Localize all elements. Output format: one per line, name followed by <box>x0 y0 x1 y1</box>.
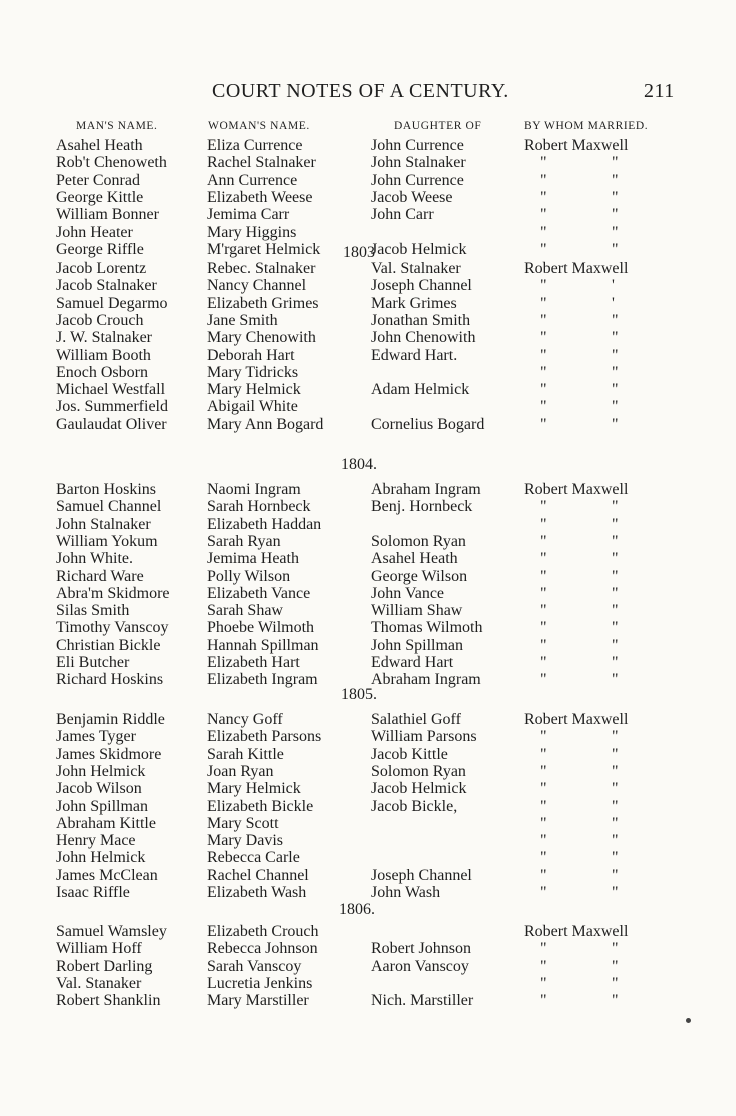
married-by: Robert Maxwell <box>524 137 629 154</box>
ditto-mark: " <box>612 866 619 884</box>
ditto-mark: " <box>540 636 547 654</box>
daughter-of: John Stalnaker <box>371 154 466 172</box>
record-row <box>0 780 736 797</box>
record-row <box>0 312 736 329</box>
man-name: Peter Conrad <box>56 171 140 189</box>
ditto-mark: " <box>612 814 619 832</box>
woman-name: Elizabeth Haddan <box>207 515 322 533</box>
record-row <box>0 884 736 901</box>
ditto-mark: " <box>612 381 619 399</box>
daughter-of: John Wash <box>371 884 441 901</box>
ditto-mark: " <box>540 992 547 1010</box>
man-name: William Yokum <box>56 532 158 550</box>
man-name: Barton Hoskins <box>56 481 156 498</box>
daughter-of: Solomon Ryan <box>371 532 466 550</box>
man-name: Timothy Vanscoy <box>56 619 169 637</box>
woman-name: Phoebe Wilmoth <box>207 619 315 637</box>
woman-name: Mary Higgins <box>207 223 297 241</box>
ditto-mark: " <box>612 329 619 347</box>
record-row <box>0 172 736 189</box>
ditto-mark: " <box>612 974 619 992</box>
man-name: George Riffle <box>56 240 144 258</box>
woman-name: Nancy Goff <box>207 711 283 728</box>
ditto-mark: " <box>612 515 619 533</box>
daughter-of: Mark Grimes <box>371 294 457 312</box>
record-row <box>0 498 736 515</box>
record-row <box>0 849 736 866</box>
ditto-mark: " <box>612 797 619 815</box>
woman-name: Lucretia Jenkins <box>207 974 313 992</box>
woman-name: Hannah Spillman <box>207 636 319 654</box>
man-name: John White. <box>56 550 134 568</box>
ditto-mark: " <box>540 294 547 312</box>
man-name: Val. Stanaker <box>56 974 142 992</box>
woman-name: Rachel Channel <box>207 866 309 884</box>
daughter-of: Abraham Ingram <box>371 671 481 689</box>
man-name: James McClean <box>56 866 158 884</box>
daughter-of: Jacob Helmick <box>371 780 467 798</box>
woman-name: Sarah Ryan <box>207 532 281 550</box>
record-row <box>0 637 736 654</box>
ditto-mark: " <box>540 346 547 364</box>
ditto-mark: " <box>612 884 619 901</box>
record-row <box>0 654 736 671</box>
woman-name: Elizabeth Weese <box>207 188 313 206</box>
woman-name: Mary Scott <box>207 814 279 832</box>
man-name: Rob't Chenoweth <box>56 154 167 172</box>
ditto-mark: " <box>540 671 547 689</box>
ditto-mark: " <box>540 188 547 206</box>
woman-name: Eliza Currence <box>207 137 303 154</box>
daughter-of: Abraham Ingram <box>371 481 481 498</box>
man-name: William Bonner <box>56 206 159 224</box>
woman-name: Abigail White <box>207 398 298 416</box>
ditto-mark: " <box>540 171 547 189</box>
ditto-mark: " <box>612 940 619 958</box>
ditto-mark: " <box>540 498 547 516</box>
record-row <box>0 516 736 533</box>
ditto-mark: " <box>612 957 619 975</box>
record-row <box>0 550 736 567</box>
ditto-mark: " <box>540 550 547 568</box>
daughter-of: Jonathan Smith <box>371 311 471 329</box>
daughter-of: William Parsons <box>371 728 477 746</box>
year-heading: 1805. <box>341 686 377 703</box>
daughter-of: John Currence <box>371 171 464 189</box>
ditto-mark: " <box>540 814 547 832</box>
daughter-of: Solomon Ryan <box>371 762 466 780</box>
year-heading: 1803 <box>343 244 375 261</box>
ditto-mark: " <box>612 728 619 746</box>
daughter-of: Jacob Bickle, <box>371 797 458 815</box>
record-row <box>0 746 736 763</box>
daughter-of: Robert Johnson <box>371 940 471 958</box>
record-row <box>0 867 736 884</box>
daughter-of: John Vance <box>371 584 445 602</box>
man-name: William Booth <box>56 346 151 364</box>
man-name: Jos. Summerfield <box>56 398 168 416</box>
man-name: Gaulaudat Oliver <box>56 415 167 433</box>
daughter-of: John Spillman <box>371 636 464 654</box>
ditto-mark: " <box>540 940 547 958</box>
ditto-mark: " <box>612 602 619 620</box>
woman-name: Elizabeth Vance <box>207 584 311 602</box>
ditto-mark: " <box>540 277 547 295</box>
daughter-of: John Chenowith <box>371 329 476 347</box>
woman-name: Sarah Shaw <box>207 602 283 620</box>
woman-name: Sarah Vanscoy <box>207 957 302 975</box>
man-name: Benjamin Riddle <box>56 711 165 728</box>
man-name: Jacob Stalnaker <box>56 277 157 295</box>
man-name: Richard Ware <box>56 567 144 585</box>
ditto-mark: " <box>612 240 619 258</box>
record-row <box>0 815 736 832</box>
ditto-mark: " <box>540 240 547 258</box>
man-name: Samuel Channel <box>56 498 162 516</box>
woman-name: M'rgaret Helmick <box>207 240 321 258</box>
ditto-mark: " <box>540 567 547 585</box>
man-name: Jacob Lorentz <box>56 260 147 277</box>
record-row <box>0 329 736 346</box>
married-by: Robert Maxwell <box>524 923 629 940</box>
woman-name: Rebec. Stalnaker <box>207 260 316 277</box>
ditto-mark: " <box>540 584 547 602</box>
daughter-of: Jacob Weese <box>371 188 453 206</box>
ditto-mark: " <box>612 206 619 224</box>
ditto-mark: " <box>612 171 619 189</box>
ditto-mark: " <box>612 498 619 516</box>
page-title: COURT NOTES OF A CENTURY. <box>212 80 509 102</box>
man-name: John Spillman <box>56 797 149 815</box>
man-name: Abraham Kittle <box>56 814 156 832</box>
ditto-mark: " <box>540 780 547 798</box>
ditto-mark: " <box>612 832 619 850</box>
man-name: Jacob Crouch <box>56 311 144 329</box>
ditto-mark: " <box>612 311 619 329</box>
ditto-mark: " <box>540 381 547 399</box>
ditto-mark: " <box>612 762 619 780</box>
record-row <box>0 189 736 206</box>
daughter-of: Joseph Channel <box>371 277 472 295</box>
man-name: Isaac Riffle <box>56 884 130 901</box>
ditto-mark: " <box>612 550 619 568</box>
record-row <box>0 137 736 154</box>
record-row <box>0 364 736 381</box>
record-row <box>0 277 736 294</box>
ditto-mark: " <box>612 415 619 433</box>
man-name: J. W. Stalnaker <box>56 329 152 347</box>
record-row <box>0 224 736 241</box>
column-header-daughter: DAUGHTER OF <box>394 120 482 132</box>
ditto-mark: " <box>612 223 619 241</box>
man-name: John Stalnaker <box>56 515 151 533</box>
woman-name: Elizabeth Hart <box>207 654 300 671</box>
ditto-mark: " <box>612 363 619 381</box>
daughter-of: Benj. Hornbeck <box>371 498 473 516</box>
column-header-married: BY WHOM MARRIED. <box>524 120 649 132</box>
daughter-of: Adam Helmick <box>371 381 470 399</box>
record-row <box>0 416 736 433</box>
ditto-mark: " <box>540 329 547 347</box>
record-row <box>0 798 736 815</box>
ditto-mark: " <box>612 992 619 1010</box>
record-row <box>0 711 736 728</box>
man-name: John Heater <box>56 223 133 241</box>
daughter-of: Jacob Kittle <box>371 745 448 763</box>
ditto-mark: " <box>612 619 619 637</box>
ditto-mark: " <box>612 188 619 206</box>
ditto-mark: " <box>540 832 547 850</box>
married-by: Robert Maxwell <box>524 481 629 498</box>
man-name: Eli Butcher <box>56 654 130 671</box>
man-name: Henry Mace <box>56 832 136 850</box>
woman-name: Elizabeth Crouch <box>207 923 319 940</box>
man-name: John Helmick <box>56 762 146 780</box>
woman-name: Rebecca Johnson <box>207 940 318 958</box>
man-name: Samuel Wamsley <box>56 923 167 940</box>
ditto-mark: " <box>612 584 619 602</box>
man-name: Richard Hoskins <box>56 671 164 689</box>
column-header-man: MAN'S NAME. <box>76 120 158 132</box>
man-name: Abra'm Skidmore <box>56 584 170 602</box>
ditto-mark: ' <box>612 277 615 295</box>
daughter-of: William Shaw <box>371 602 463 620</box>
daughter-of: Asahel Heath <box>371 550 458 568</box>
daughter-of: Aaron Vanscoy <box>371 957 469 975</box>
record-row <box>0 154 736 171</box>
man-name: Christian Bickle <box>56 636 161 654</box>
ditto-mark: " <box>612 567 619 585</box>
man-name: John Helmick <box>56 849 146 867</box>
ditto-mark: " <box>612 671 619 689</box>
woman-name: Mary Ann Bogard <box>207 415 324 433</box>
man-name: Asahel Heath <box>56 137 143 154</box>
ditto-mark: " <box>540 515 547 533</box>
daughter-of: Jacob Helmick <box>371 240 467 258</box>
ditto-mark: " <box>540 884 547 901</box>
woman-name: Mary Davis <box>207 832 283 850</box>
ditto-mark: " <box>540 728 547 746</box>
ditto-mark: " <box>540 797 547 815</box>
ditto-mark: " <box>612 849 619 867</box>
ink-dot <box>686 1018 691 1023</box>
ditto-mark: " <box>540 745 547 763</box>
woman-name: Rebecca Carle <box>207 849 300 867</box>
man-name: William Hoff <box>56 940 142 958</box>
ditto-mark: " <box>612 532 619 550</box>
record-row <box>0 992 736 1009</box>
record-row <box>0 295 736 312</box>
record-row <box>0 832 736 849</box>
ditto-mark: ' <box>612 294 615 312</box>
column-header-woman: WOMAN'S NAME. <box>208 120 310 132</box>
ditto-mark: " <box>540 762 547 780</box>
ditto-mark: " <box>540 363 547 381</box>
record-row <box>0 763 736 780</box>
woman-name: Naomi Ingram <box>207 481 301 498</box>
record-row <box>0 481 736 498</box>
woman-name: Deborah Hart <box>207 346 295 364</box>
year-heading: 1804. <box>341 456 377 473</box>
record-row <box>0 923 736 940</box>
record-row <box>0 602 736 619</box>
record-row <box>0 975 736 992</box>
daughter-of: Nich. Marstiller <box>371 992 474 1010</box>
woman-name: Polly Wilson <box>207 567 291 585</box>
man-name: James Tyger <box>56 728 136 746</box>
woman-name: Mary Marstiller <box>207 992 309 1010</box>
record-row <box>0 260 736 277</box>
woman-name: Mary Tidricks <box>207 363 299 381</box>
ditto-mark: " <box>540 974 547 992</box>
woman-name: Elizabeth Ingram <box>207 671 318 689</box>
woman-name: Elizabeth Grimes <box>207 294 319 312</box>
record-row <box>0 940 736 957</box>
man-name: Michael Westfall <box>56 381 166 399</box>
ditto-mark: " <box>540 311 547 329</box>
woman-name: Rachel Stalnaker <box>207 154 316 172</box>
ditto-mark: " <box>612 745 619 763</box>
woman-name: Mary Chenowith <box>207 329 316 347</box>
record-row <box>0 958 736 975</box>
record-row <box>0 347 736 364</box>
ditto-mark: " <box>612 346 619 364</box>
ditto-mark: " <box>540 957 547 975</box>
man-name: Samuel Degarmo <box>56 294 168 312</box>
daughter-of: Joseph Channel <box>371 866 472 884</box>
ditto-mark: " <box>540 866 547 884</box>
page-number: 211 <box>644 80 675 102</box>
woman-name: Jemima Carr <box>207 206 290 224</box>
married-by: Robert Maxwell <box>524 711 629 728</box>
ditto-mark: " <box>540 206 547 224</box>
daughter-of: George Wilson <box>371 567 468 585</box>
ditto-mark: " <box>540 654 547 671</box>
man-name: Enoch Osborn <box>56 363 148 381</box>
ditto-mark: " <box>540 619 547 637</box>
daughter-of: Edward Hart <box>371 654 454 671</box>
woman-name: Mary Helmick <box>207 780 301 798</box>
record-row <box>0 568 736 585</box>
ditto-mark: " <box>540 532 547 550</box>
woman-name: Elizabeth Parsons <box>207 728 322 746</box>
record-row <box>0 619 736 636</box>
ditto-mark: " <box>612 636 619 654</box>
ditto-mark: " <box>540 223 547 241</box>
married-by: Robert Maxwell <box>524 260 629 277</box>
ditto-mark: " <box>540 849 547 867</box>
woman-name: Elizabeth Wash <box>207 884 307 901</box>
ditto-mark: " <box>540 415 547 433</box>
daughter-of: Cornelius Bogard <box>371 415 485 433</box>
ditto-mark: " <box>612 398 619 416</box>
daughter-of: Salathiel Goff <box>371 711 461 728</box>
daughter-of: John Currence <box>371 137 464 154</box>
woman-name: Jemima Heath <box>207 550 299 568</box>
man-name: Robert Darling <box>56 957 153 975</box>
woman-name: Nancy Channel <box>207 277 307 295</box>
daughter-of: Thomas Wilmoth <box>371 619 483 637</box>
woman-name: Ann Currence <box>207 171 298 189</box>
woman-name: Elizabeth Bickle <box>207 797 314 815</box>
record-row <box>0 206 736 223</box>
ditto-mark: " <box>612 780 619 798</box>
man-name: George Kittle <box>56 188 144 206</box>
woman-name: Sarah Kittle <box>207 745 284 763</box>
woman-name: Sarah Hornbeck <box>207 498 311 516</box>
ditto-mark: " <box>540 398 547 416</box>
record-row <box>0 728 736 745</box>
daughter-of: John Carr <box>371 206 434 224</box>
man-name: Robert Shanklin <box>56 992 161 1010</box>
daughter-of: Val. Stalnaker <box>371 260 461 277</box>
man-name: Silas Smith <box>56 602 130 620</box>
ditto-mark: " <box>612 654 619 671</box>
record-row <box>0 398 736 415</box>
record-row <box>0 381 736 398</box>
record-row <box>0 585 736 602</box>
ditto-mark: " <box>540 602 547 620</box>
ditto-mark: " <box>540 154 547 172</box>
man-name: Jacob Wilson <box>56 780 142 798</box>
year-heading: 1806. <box>339 901 375 918</box>
woman-name: Jane Smith <box>207 311 278 329</box>
daughter-of: Edward Hart. <box>371 346 458 364</box>
man-name: James Skidmore <box>56 745 162 763</box>
woman-name: Mary Helmick <box>207 381 301 399</box>
ditto-mark: " <box>612 154 619 172</box>
record-row <box>0 533 736 550</box>
woman-name: Joan Ryan <box>207 762 274 780</box>
